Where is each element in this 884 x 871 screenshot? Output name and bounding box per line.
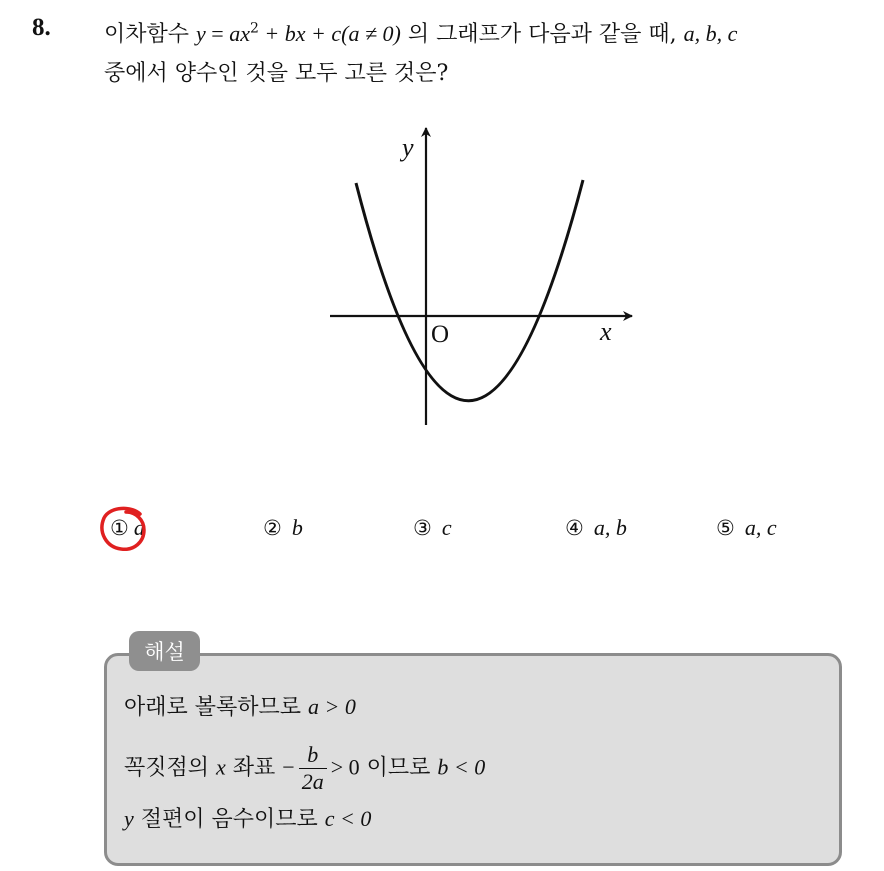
choice-1-number: ① (110, 516, 129, 540)
choice-2-number: ② (263, 516, 282, 540)
origin-label: O (431, 321, 450, 348)
question-number: 8. (32, 14, 51, 41)
choice-3-number: ③ (413, 516, 432, 540)
choice-5-label: a, c (744, 515, 777, 540)
solution-line-2-math: b < 0 (437, 754, 486, 780)
y-axis-label: y (402, 133, 414, 162)
question-line-2: 중에서 양수인 것을 모두 고른 것은? (104, 61, 449, 86)
eq-y: y (196, 21, 206, 46)
question-vars: a, b, c (683, 21, 738, 46)
vertex-fraction (299, 742, 327, 795)
eq-equals: = (205, 21, 230, 46)
solution-line-3-var: y (124, 806, 134, 831)
solution-line-2 (124, 742, 485, 795)
solution-tag: 해설 (129, 631, 200, 671)
eq-condition: (a ≠ 0) (341, 21, 401, 46)
eq-exponent: 2 (249, 20, 259, 37)
solution-line-3 (124, 802, 371, 833)
solution-line-2-mid: 이므로 (366, 755, 431, 781)
solution-line-2-word: 좌표 (232, 755, 276, 781)
x-axis-label: x (600, 317, 612, 346)
solution-line-2-cmp: > 0 (330, 754, 360, 780)
choice-5-number: ⑤ (716, 516, 735, 540)
choice-2-label: b (291, 515, 303, 540)
solution-line-3-math: c < 0 (324, 806, 372, 831)
fraction-numerator: b (299, 742, 327, 769)
solution-line-2-minus: − (282, 754, 295, 780)
choice-4-number: ④ (565, 516, 584, 540)
solution-line-1-math: a > 0 (308, 694, 356, 719)
eq-rest: + bx + c (258, 21, 342, 46)
question-tail: 의 그래프가 다음과 같을 때, (407, 22, 677, 47)
choice-4-label: a, b (593, 515, 627, 540)
solution-line-2-pre: 꼭짓점의 (124, 755, 210, 781)
fraction-denominator: 2a (301, 769, 324, 794)
solution-line-3-text: 절편이 음수이므로 (140, 807, 318, 832)
eq-ax: ax (229, 21, 250, 46)
solution-line-1 (124, 690, 356, 721)
choice-3-label: c (441, 515, 452, 540)
choice-1-label: a (133, 515, 145, 540)
solution-line-1-text: 아래로 볼록하므로 (124, 695, 302, 720)
solution-line-2-var: x (216, 754, 226, 780)
question-text: 이차함수 (104, 22, 190, 47)
